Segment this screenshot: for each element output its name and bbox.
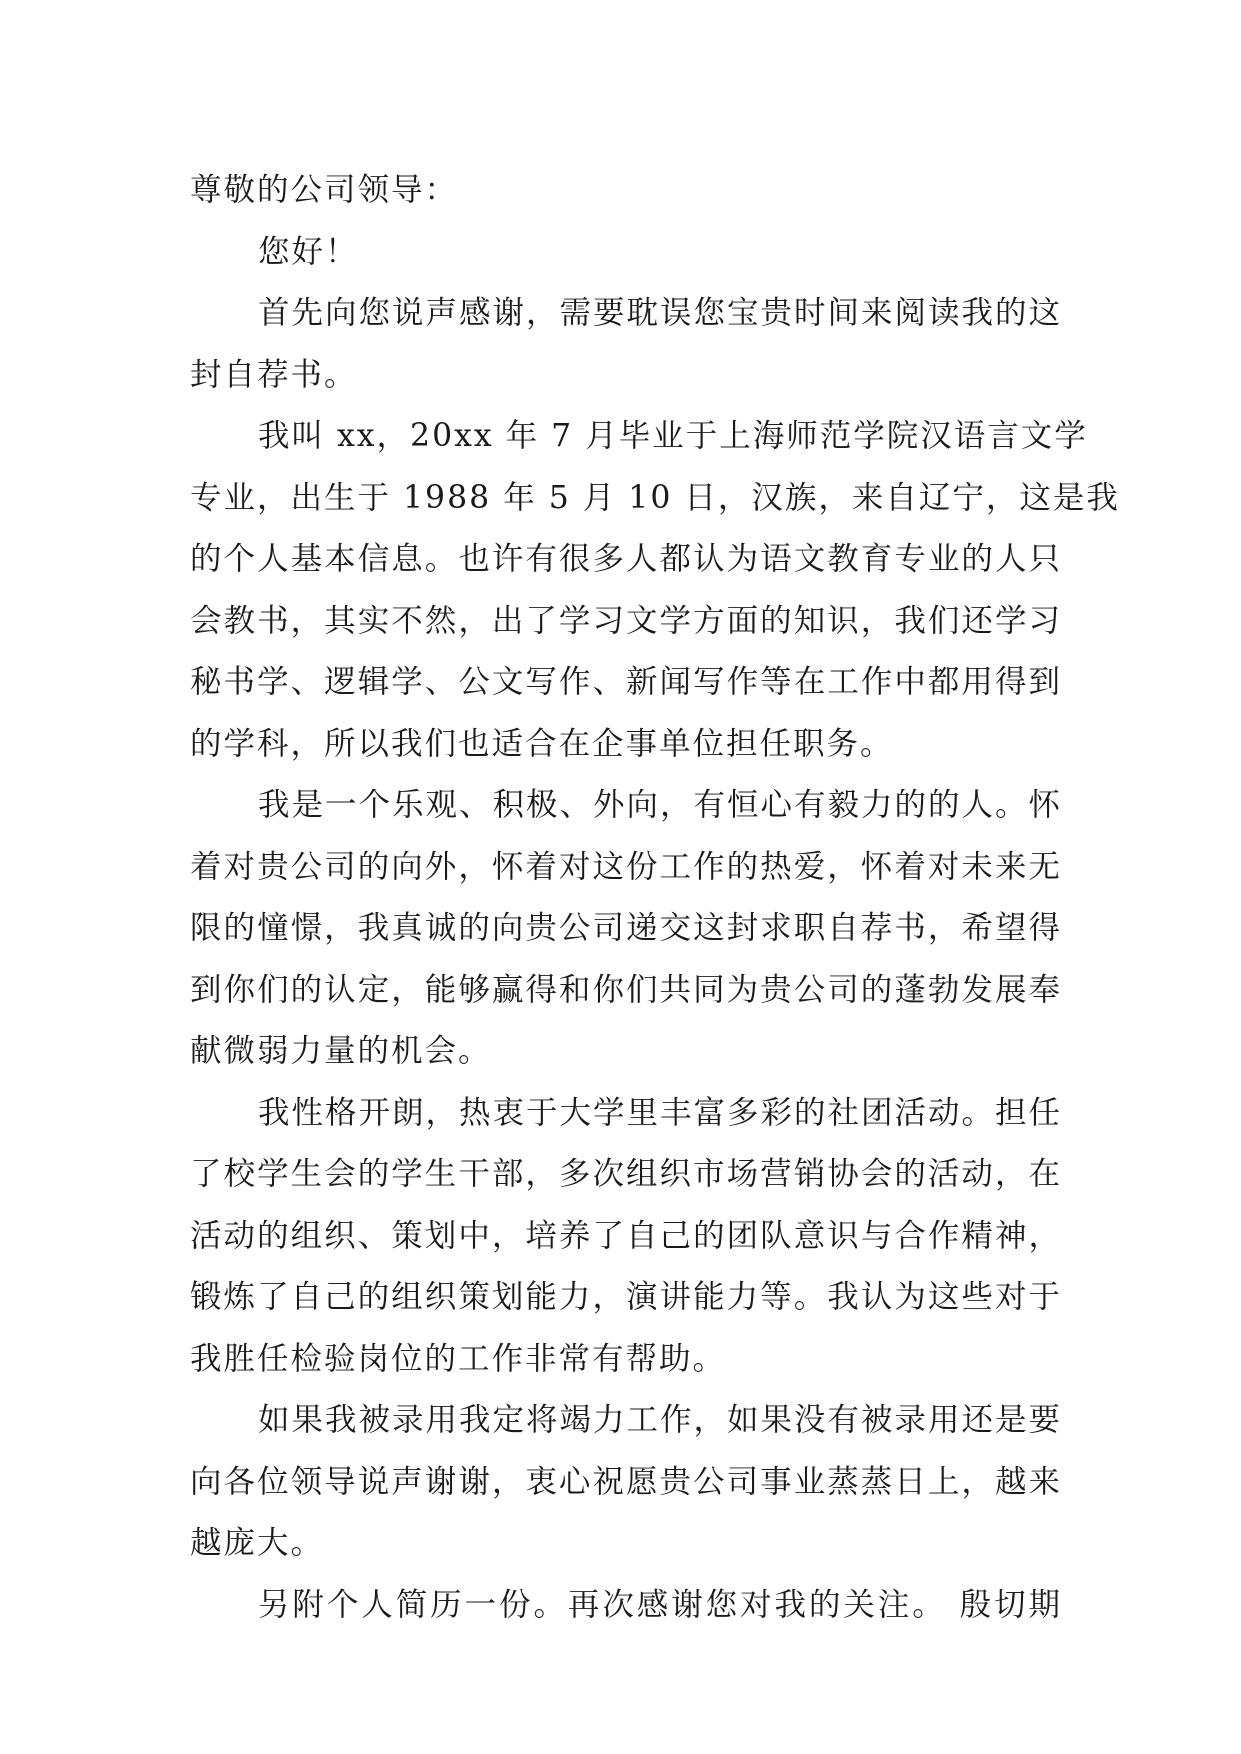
paragraph-line: 向各位领导说声谢谢，衷心祝愿贵公司事业蒸蒸日上，越来 (190, 1463, 1062, 1500)
paragraph-line: 专业，出生于 1988 年 5 月 10 日，汉族，来自辽宁，这是我 (190, 479, 1120, 516)
paragraph-attachment-note (190, 1575, 1062, 1637)
paragraph-line: 另附个人简历一份。再次感谢您对我的关注。 殷切期 (258, 1586, 1062, 1623)
paragraph-line: 活动的组织、策划中，培养了自己的团队意识与合作精神， (190, 1217, 1062, 1254)
paragraph-closing-wishes (190, 1390, 1062, 1575)
paragraph-line: 首先向您说声感谢，需要耽误您宝贵时间来阅读我的这 (258, 295, 1063, 331)
paragraph-line: 封自荐书。 (190, 356, 358, 393)
paragraph-line: 到你们的认定，能够赢得和你们共同为贵公司的蓬勃发展奉 (190, 971, 1062, 1008)
paragraph-line: 我叫 xx，20xx 年 7 月毕业于上海师范学院汉语言文学 (258, 418, 1088, 454)
paragraph-line: 会教书，其实不然，出了学习文学方面的知识，我们还学习 (190, 602, 1062, 639)
paragraph-line: 的学科，所以我们也适合在企事单位担任职务。 (190, 725, 894, 762)
paragraph-line: 如果我被录用我定将竭力工作，如果没有被录用还是要 (258, 1402, 1063, 1438)
paragraph-line: 我性格开朗，热衷于大学里丰富多彩的社团活动。担任 (258, 1094, 1063, 1131)
paragraph-line: 献微弱力量的机会。 (190, 1033, 492, 1069)
paragraph-line: 锻炼了自己的组织策划能力，演讲能力等。我认为这些对于 (190, 1279, 1062, 1315)
paragraph-line: 了校学生会的学生干部，多次组织市场营销协会的活动，在 (190, 1156, 1062, 1192)
paragraph-line: 越庞大。 (190, 1525, 325, 1561)
paragraph-activities (190, 1083, 1062, 1391)
letter-body (190, 160, 1120, 1636)
paragraph-line: 的个人基本信息。也许有很多人都认为语文教育专业的人只 (190, 541, 1062, 577)
paragraph-line: 着对贵公司的向外，怀着对这份工作的热爱，怀着对未来无 (190, 848, 1062, 885)
paragraph-line: 我胜任检验岗位的工作非常有帮助。 (190, 1340, 727, 1377)
paragraph-line: 秘书学、逻辑学、公文写作、新闻写作等在工作中都用得到 (190, 664, 1062, 700)
paragraph-line: 我是一个乐观、积极、外向，有恒心有毅力的的人。怀 (258, 787, 1063, 823)
paragraph-thanks (190, 283, 1062, 406)
greeting: 您好！ (258, 233, 359, 270)
paragraph-line: 限的憧憬，我真诚的向贵公司递交这封求职自荐书，希望得 (190, 910, 1062, 946)
paragraph-introduction (190, 406, 1120, 775)
paragraph-personality (190, 775, 1062, 1083)
salutation: 尊敬的公司领导： (190, 172, 459, 208)
